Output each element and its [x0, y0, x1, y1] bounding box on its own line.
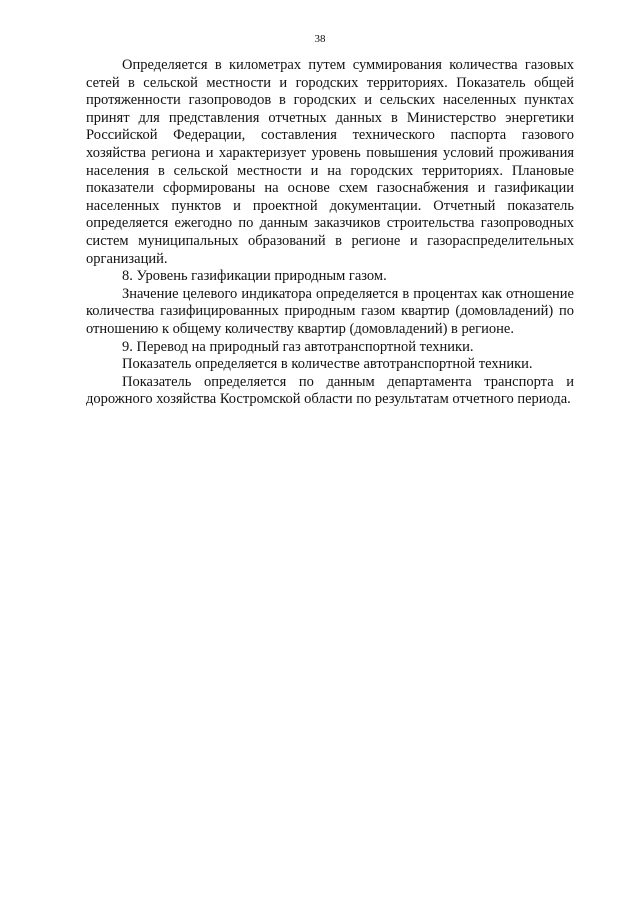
- page-number: 38: [314, 33, 326, 45]
- paragraph-gas-network-length: Определяется в километрах путем суммирования количества газовых сетей в сельской местности и городских территориях. Показатель общей протяженности газопроводов в городских и сельских населенных пунктах принят для представления отчетных данных в Министерство энергетики Российской Федерации, составления технического паспорта газового хозяйства региона и характеризует уровень повышения условий проживания населения в сельской местности и на городских территориях. Плановые показатели сформированы на основе схем газоснабжения и газификации населенных пунктов и проектной документации. Отчетный показатель определяется ежегодно по данным заказчиков строительства газопроводных систем муниципальных образований в регионе и газораспределительных организаций.: [86, 57, 574, 267]
- paragraph-gasification-level: Значение целевого индикатора определяется в процентах как отношение количества газифицированных природным газом квартир (домовладений) по отношению к общему количеству квартир (домовладений) в регионе.: [86, 285, 574, 337]
- document-body: [86, 57, 574, 409]
- paragraph-vehicle-count: Показатель определяется в количестве автотранспортной техники.: [122, 356, 533, 373]
- paragraph-data-source: Показатель определяется по данным департамента транспорта и дорожного хозяйства Костромской области по результатам отчетного периода.: [86, 373, 574, 408]
- heading-vehicle-gas-conversion: 9. Перевод на природный газ автотранспортной техники.: [122, 338, 474, 355]
- heading-gasification-level: 8. Уровень газификации природным газом.: [122, 268, 387, 285]
